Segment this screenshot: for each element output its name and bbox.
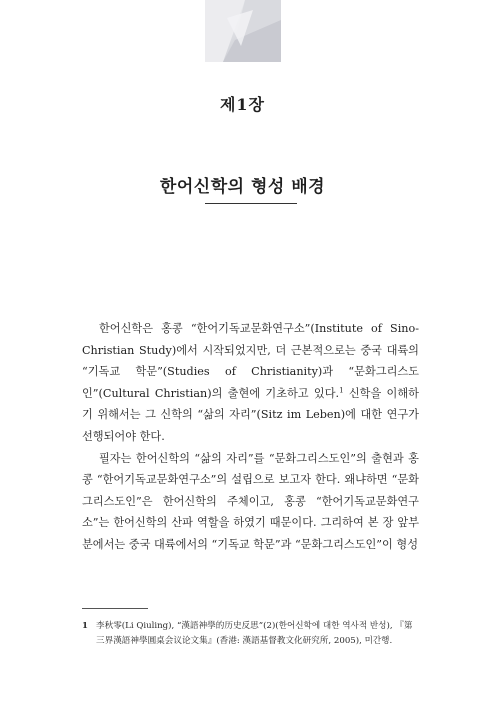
- footnote-text: 李秋零(Li Qiuling), “漢語神學的历史反思”(2)(한어신학에 대한 역사적 반성), 『第三界漢語神學圓桌会议论文集』(香港: 漢語基督教文化研究所, 2005), 미간행.: [96, 621, 413, 647]
- footnote-mark: 1: [82, 621, 88, 631]
- chapter-number: 제1장: [219, 95, 266, 114]
- paragraph-1: [82, 318, 419, 448]
- footnote-divider: [82, 608, 148, 609]
- body-text: [82, 318, 419, 556]
- chapter-title: 한어신학의 형성 배경: [159, 177, 326, 197]
- footnote-reference[interactable]: 1: [339, 386, 344, 395]
- paragraph-1-part-a: 한어신학은 홍콩 “한어기독교문화연구소”(Institute of Sino-Christian Study)에서 시작되었지만, 더 근본적으로는 중국 대륙의 “기독교 학문”(Studies of Christianity)과 “문화그리스도인”(Cultural Christian)의 출현에 기초하고 있다.: [82, 322, 419, 400]
- footnote: [82, 619, 419, 650]
- chapter-decoration-image: [205, 0, 281, 62]
- paragraph-1-part-b: 신학을 이해하기 위해서는 그 신학의 “삶의 자리”(Sitz im Leben)에 대한 연구가 선행되어야 한다.: [82, 386, 419, 443]
- paragraph-2: 필자는 한어신학의 “삶의 자리”를 “문화그리스도인”의 출현과 홍콩 “한어기독교문화연구소”의 설립으로 보고자 한다. 왜냐하면 “문화그리스도인”은 한어신학의 주체이고, 홍콩 “한어기독교문화연구소”는 한어신학의 산파 역할을 하였기 때문이다. 그리하여 본 장 앞부분에서는 중국 대륙에서의 “기독교 학문”과 “문화그리스도인”이 형성: [82, 451, 419, 551]
- title-divider: [205, 203, 297, 204]
